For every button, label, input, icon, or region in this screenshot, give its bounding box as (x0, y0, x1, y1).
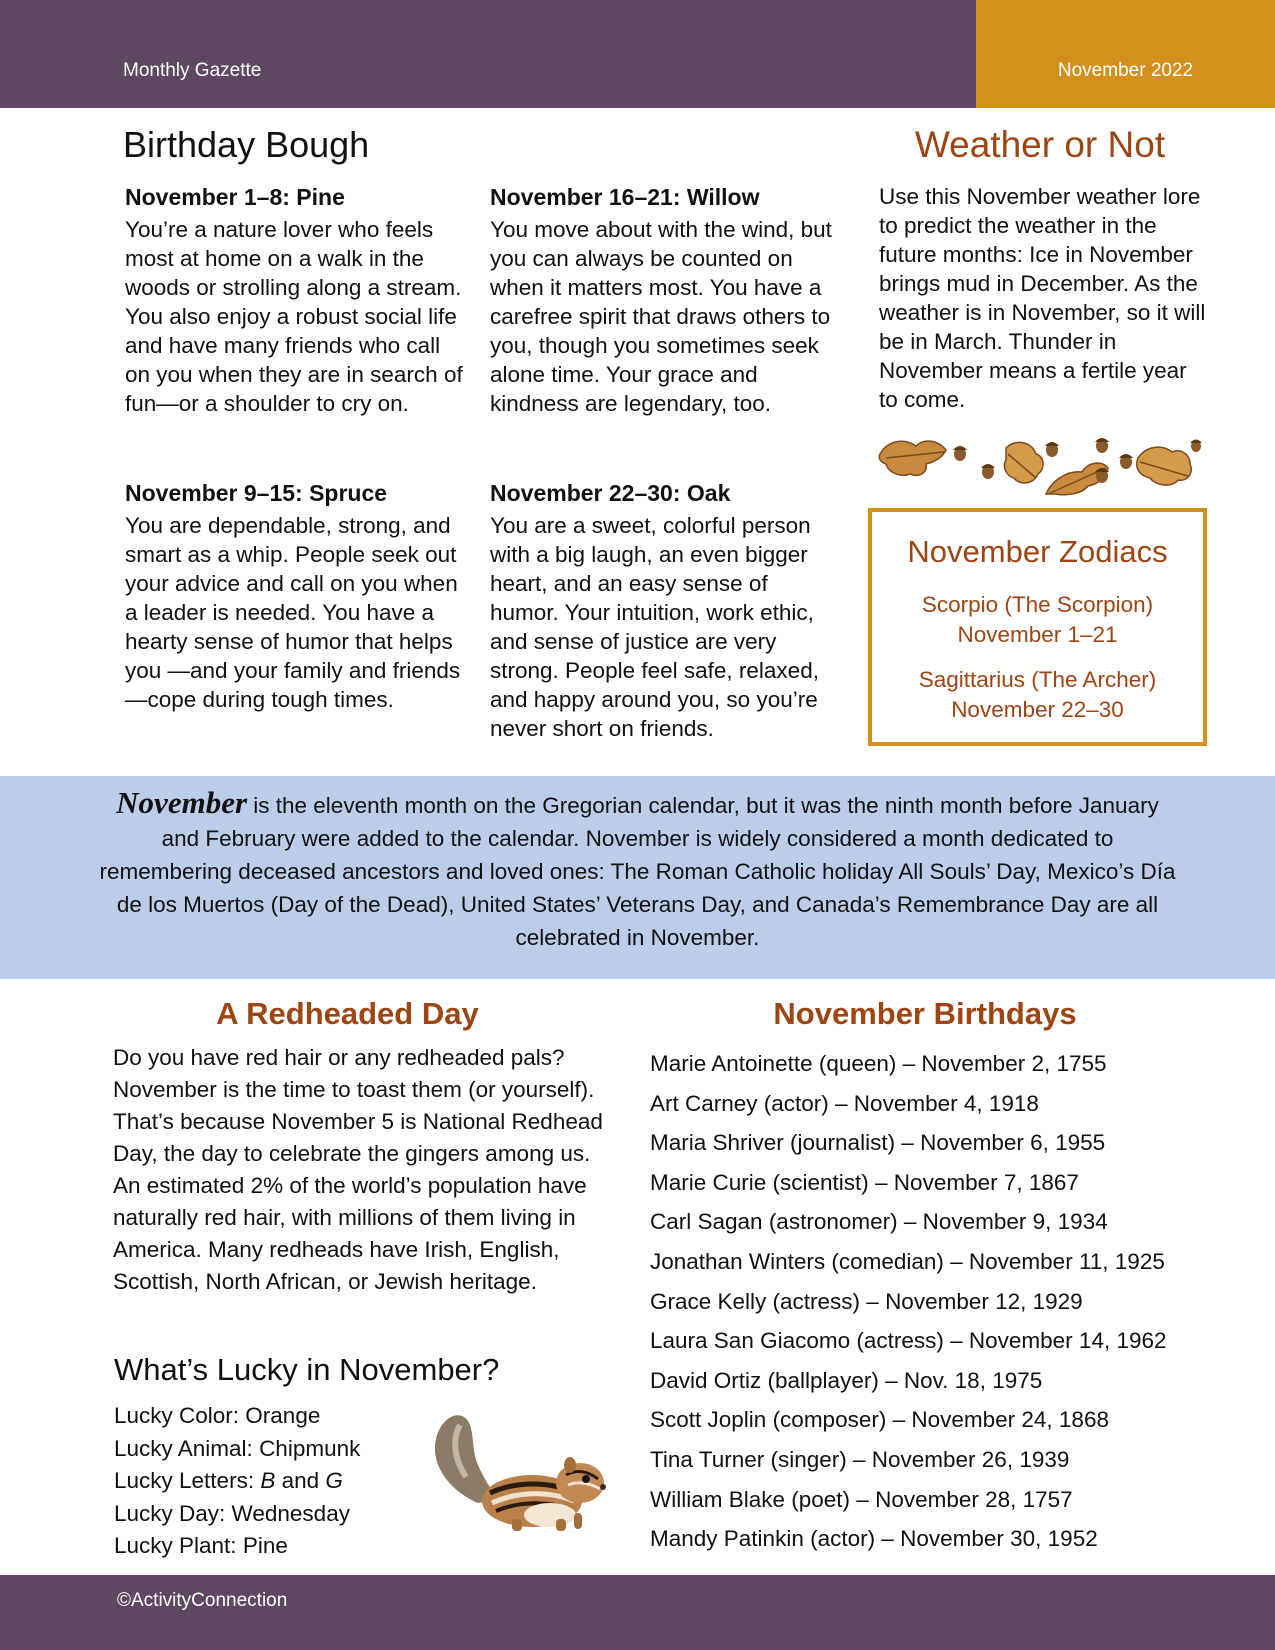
acorn-icon (953, 446, 967, 461)
footer-bar (0, 1575, 1275, 1650)
acorn-icon (1190, 440, 1202, 453)
birthday-item: Jonathan Winters (comedian) – November 11, 1925 (650, 1248, 1165, 1274)
birthday-item: Marie Curie (scientist) – November 7, 1867 (650, 1169, 1079, 1195)
birthday-item: Grace Kelly (actress) – November 12, 1929 (650, 1288, 1083, 1314)
lucky-list (114, 1400, 360, 1563)
birthday-item: Mandy Patinkin (actor) – November 30, 1952 (650, 1526, 1098, 1552)
tree-text: You are dependable, strong, and smart as a whip. People seek out your advice and call on you when a leader is needed. You have a hearty sense of humor that helps you —and your family and friends —cope during tough times. (125, 513, 461, 712)
birthday-item: William Blake (poet) – November 28, 1757 (650, 1486, 1073, 1512)
lucky-letters (114, 1465, 360, 1498)
chipmunk-image (420, 1395, 620, 1535)
tree-section-oak (490, 478, 835, 743)
birthday-item: Art Carney (actor) – November 4, 1918 (650, 1090, 1039, 1116)
acorn-icon (981, 464, 995, 479)
lucky-color: Lucky Color: Orange (114, 1403, 321, 1428)
lucky-letter: G (325, 1468, 343, 1493)
oak-leaf-icon (1004, 442, 1043, 483)
tree-text: You’re a nature lover who feels most at home on a walk in the woods or strolling along a stream. You also enjoy a robust social life and have many friends who call on you when they are in search of fun—or a shoulder to cry on. (125, 217, 463, 416)
zodiac-sign-scorpio (868, 590, 1207, 650)
birthday-bough-title: Birthday Bough (123, 124, 370, 165)
weather-text: Use this November weather lore to predict the weather in the future months: Ice in November brings mud in December. As the weather is in November, so it will be in March. Thunder in November means a fertile year to come. (879, 184, 1206, 412)
zodiac-dates: November 1–21 (957, 622, 1118, 647)
lucky-title: What’s Lucky in November? (114, 1352, 500, 1387)
weather-title: Weather or Not (914, 124, 1166, 165)
lucky-animal: Lucky Animal: Chipmunk (114, 1435, 361, 1461)
issue-date: November 2022 (1057, 60, 1194, 81)
zodiac-name: Scorpio (The Scorpion) (921, 592, 1154, 617)
acorn-icon (1095, 438, 1109, 453)
birthday-item: David Ortiz (ballplayer) – Nov. 18, 1975 (650, 1367, 1043, 1393)
lucky-letters-label: Lucky Letters: (114, 1468, 261, 1493)
tree-heading: November 1–8: Pine (125, 184, 345, 210)
tree-heading: November 9–15: Spruce (125, 480, 388, 506)
birthday-item: Marie Antoinette (queen) – November 2, 1755 (650, 1051, 1107, 1076)
tree-section-pine (125, 182, 470, 418)
lucky-day: Lucky Day: Wednesday (114, 1500, 350, 1526)
header-date-box (976, 0, 1275, 108)
birthday-item: Maria Shriver (journalist) – November 6, 1955 (650, 1130, 1106, 1156)
oak-leaf-icon (1137, 447, 1192, 485)
zodiac-name: Sagittarius (The Archer) (918, 667, 1157, 692)
birthday-item: Laura San Giacomo (actress) – November 14, 1962 (650, 1328, 1167, 1354)
birthdays-list (650, 1044, 1167, 1559)
zodiac-title: November Zodiacs (907, 534, 1168, 569)
tree-text: You are a sweet, colorful person with a big laugh, an even bigger heart, and an easy sense of humor. Your intuition, work ethic, and sense of justice are very strong. People feel safe, relaxed, and happy around you, so you’re never short on friends. (490, 513, 819, 741)
copyright-text: ©ActivityConnection (117, 1590, 288, 1611)
tree-heading: November 22–30: Oak (490, 480, 731, 506)
lucky-letter: B (260, 1468, 276, 1493)
lucky-letters-and: and (275, 1468, 326, 1493)
oak-leaf-icon (879, 441, 946, 475)
tree-section-spruce (125, 478, 470, 714)
redheaded-day-text: Do you have red hair or any redheaded pals? November is the time to toast them (or yourself). That’s because November 5 is National Redhead Day, the day to celebrate the gingers among us. An estimated 2% of the world’s population have naturally red hair, with millions of them living in America. Many redheads have Irish, English, Scottish, North African, or Jewish heritage. (113, 1045, 603, 1294)
oak-leaves-acorns-illustration (876, 428, 1206, 500)
zodiac-sign-sagittarius (868, 665, 1207, 725)
newsletter-title: Monthly Gazette (123, 60, 262, 81)
november-facts-text (95, 786, 1180, 954)
lucky-plant: Lucky Plant: Pine (114, 1533, 288, 1558)
november-facts-body: is the eleventh month on the Gregorian calendar, but it was the ninth month before January and February were added to the calendar. November is widely considered a month dedicated to remembering deceased ancestors and loved ones: The Roman Catholic holiday All Souls’ Day, Mexico’s Día de los Muertos (Day of the Dead), United States’ Veterans Day, and Canada’s Remembrance Day are all celebrated in November. (99, 793, 1176, 950)
tree-section-willow (490, 182, 835, 418)
birthday-item: Carl Sagan (astronomer) – November 9, 1934 (650, 1209, 1108, 1235)
november-lead-word: November (116, 785, 248, 820)
birthday-item: Scott Joplin (composer) – November 24, 1868 (650, 1407, 1109, 1433)
zodiac-dates: November 22–30 (951, 697, 1124, 722)
acorn-icon (1045, 442, 1059, 457)
tree-text: You move about with the wind, but you can always be counted on when it matters most. You have a carefree spirit that draws others to you, though you sometimes seek alone time. Your grace and kindness are legendary, too. (490, 217, 832, 416)
tree-heading: November 16–21: Willow (490, 184, 760, 210)
redheaded-day-title: A Redheaded Day (216, 996, 479, 1031)
acorn-icon (1119, 454, 1133, 469)
birthday-item: Tina Turner (singer) – November 26, 1939 (650, 1446, 1070, 1472)
birthdays-title: November Birthdays (773, 996, 1077, 1031)
header-bar (0, 0, 976, 108)
